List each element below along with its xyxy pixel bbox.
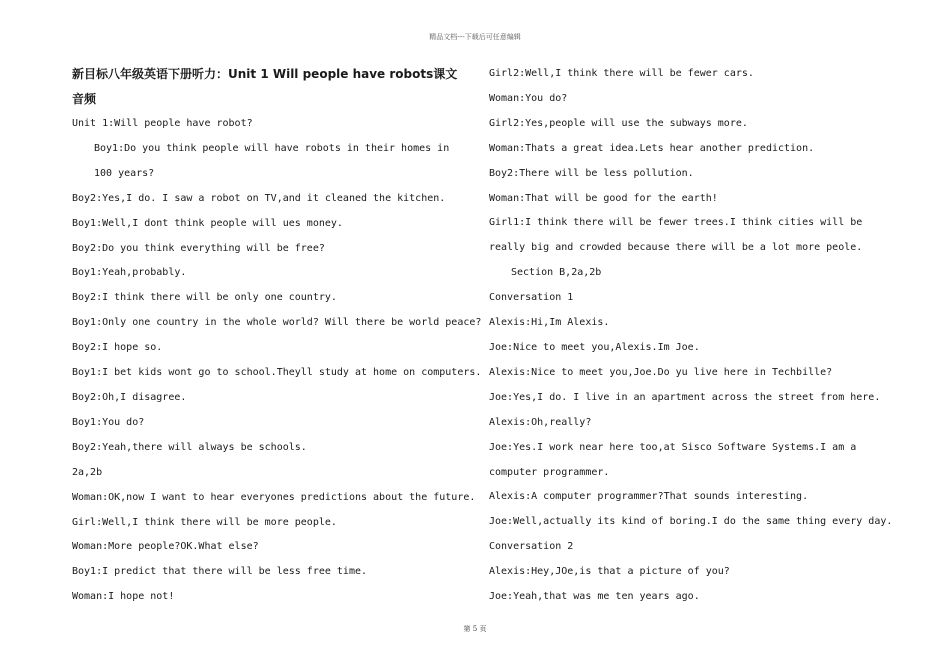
text-line: Boy1:Yeah,probably. xyxy=(72,267,187,279)
text-line: Girl:Well,I think there will be more people. xyxy=(72,516,337,528)
section-label: 2a,2b xyxy=(72,466,103,478)
right-column xyxy=(489,62,893,610)
section-label: Section B,2a,2b xyxy=(511,267,602,279)
text-line: Boy2:Do you think everything will be free? xyxy=(72,242,325,254)
text-line: Joe:Yeah,that was me ten years ago. xyxy=(489,591,700,603)
document-title: 新目标八年级英语下册听力：Unit 1 Will people have robots课文音频 xyxy=(72,67,458,106)
text-line: Joe:Nice to meet you,Alexis.Im Joe. xyxy=(489,341,700,353)
text-line: Woman:More people?OK.What else? xyxy=(72,541,259,553)
text-line: Boy2:Yes,I do. I saw a robot on TV,and it cleaned the kitchen. xyxy=(72,192,446,204)
text-line: Boy2:Oh,I disagree. xyxy=(72,391,187,403)
text-line: Joe:Yes,I do. I live in an apartment across the street from here. xyxy=(489,391,881,403)
left-column xyxy=(72,62,482,610)
text-line: Girl2:Well,I think there will be fewer cars. xyxy=(489,68,754,79)
text-line: Boy2:There will be less pollution. xyxy=(489,167,694,179)
text-line: Boy2:I think there will be only one country. xyxy=(72,292,337,304)
text-line: Boy2:Yeah,there will always be schools. xyxy=(72,441,307,453)
text-line: Woman:OK,now I want to hear everyones predictions about the future. xyxy=(72,491,476,503)
text-line: Boy1:I predict that there will be less free time. xyxy=(72,566,368,578)
text-line: Boy1:You do? xyxy=(72,416,145,428)
text-line: Joe:Yes.I work near here too,at Sisco Software Systems.I am a computer programmer. xyxy=(489,441,857,478)
text-line: Alexis:A computer programmer?That sounds interesting. xyxy=(489,491,809,503)
text-line: Unit 1:Will people have robot? xyxy=(72,118,253,129)
section-label: Conversation 2 xyxy=(489,541,574,553)
text-line: Woman:You do? xyxy=(489,92,568,104)
text-line: Alexis:Hi,Im Alexis. xyxy=(489,317,610,329)
text-line: Alexis:Nice to meet you,Joe.Do yu live here in Techbille? xyxy=(489,366,833,378)
text-line: Girl1:I think there will be fewer trees.I think cities will be really big and crowded because there will be a lot more peole. xyxy=(489,217,863,254)
text-line: Alexis:Oh,really? xyxy=(489,416,592,428)
text-line: Boy1:Well,I dont think people will ues money. xyxy=(72,217,343,229)
text-line: Boy1:I bet kids wont go to school.Theyll study at home on computers. xyxy=(72,367,482,379)
text-line: Alexis:Hey,JOe,is that a picture of you? xyxy=(489,566,730,578)
text-line: Boy1:Only one country in the whole world? Will there be world peace? xyxy=(72,317,482,329)
text-line: Woman:Thats a great idea.Lets hear another prediction. xyxy=(489,142,815,154)
text-line: Woman:That will be good for the earth! xyxy=(489,192,718,204)
text-line: Woman:I hope not! xyxy=(72,591,175,603)
page-number: 第 5 页 xyxy=(463,625,487,633)
page-header: 精品文档---下载后可任意编辑 xyxy=(429,33,521,41)
text-line: Girl2:Yes,people will use the subways more. xyxy=(489,117,748,129)
section-label: Conversation 1 xyxy=(489,292,574,304)
text-line: Boy2:I hope so. xyxy=(72,342,163,354)
text-line: Joe:Well,actually its kind of boring.I do the same thing every day. xyxy=(489,516,893,528)
text-line: Boy1:Do you think people will have robots in their homes in 100 years? xyxy=(94,142,450,179)
